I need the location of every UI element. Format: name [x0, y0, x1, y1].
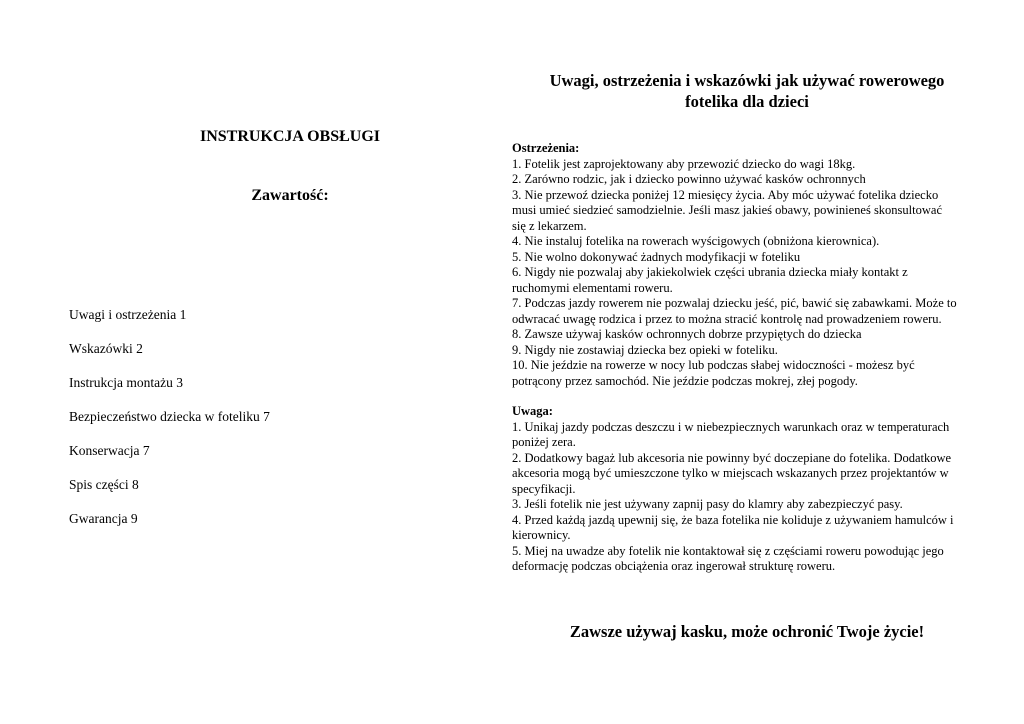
warning-item: 1. Fotelik jest zaprojektowany aby przewozić dziecko do wagi 18kg. — [512, 156, 856, 171]
warning-item: 7. Podczas jazdy rowerem nie pozwalaj dziecku jeść, pić, bawić się zabawkami. Może to — [512, 296, 957, 310]
warning-item: 9. Nigdy nie zostawiaj dziecka bez opieki w foteliku. — [512, 342, 778, 357]
contents-heading: Zawartość: — [251, 187, 329, 204]
instructions-body — [512, 141, 957, 575]
toc-item: Uwagi i ostrzeżenia 1 — [69, 307, 187, 322]
warning-item: 8. Zawsze używaj kasków ochronnych dobrze przypiętych do dziecka — [512, 327, 862, 341]
toc-item: Spis części 8 — [69, 477, 139, 492]
note-item: 3. Jeśli fotelik nie jest używany zapnij pasy do klamry aby zabezpieczyć pasy. — [512, 497, 903, 511]
table-of-contents — [69, 306, 270, 544]
toc-item: Gwarancja 9 — [69, 511, 138, 526]
right-page-title — [512, 70, 982, 112]
toc-item: Wskazówki 2 — [69, 341, 143, 356]
warning-item: 5. Nie wolno dokonywać żadnych modyfikacji w foteliku — [512, 249, 801, 264]
warning-item: 4. Nie instaluj fotelika na rowerach wyścigowych (obniżona kierownica). — [512, 234, 880, 248]
warning-item: 3. Nie przewoź dziecka poniżej 12 miesięcy życia. Aby móc używać fotelika dziecko musi umieć siedzieć samodzielnie. Jeśli masz jakieś obawy, powinieneś skonsultować się z lekarzem. — [512, 187, 942, 233]
note-item: 2. Dodatkowy bagaż lub akcesoria nie powinny być doczepiane do fotelika. Dodatkowe akcesoria mogą być umieszczone tylko w miejscach wskazanych przez projektantów w specyfikacji. — [512, 450, 952, 496]
right-page — [512, 0, 1024, 724]
notes-heading: Uwaga: — [512, 404, 553, 418]
closing-slogan: Zawsze używaj kasku, może ochronić Twoje życie! — [569, 622, 925, 641]
warning-item: 2. Zarówno rodzic, jak i dziecko powinno używać kasków ochronnych — [512, 172, 866, 186]
note-item: 1. Unikaj jazdy podczas deszczu i w niebezpiecznych warunkach oraz w temperaturach poniżej zera. — [512, 419, 950, 449]
manual-title: INSTRUKCJA OBSŁUGI — [199, 128, 381, 145]
title-line-1: Uwagi, ostrzeżenia i wskazówki jak używać rowerowego — [549, 71, 945, 90]
warnings-heading: Ostrzeżenia: — [512, 141, 580, 155]
warning-item: odwracać uwagę rodzica i przez to można stracić kontrolę nad prowadzeniem roweru. — [512, 311, 942, 326]
toc-item: Konserwacja 7 — [69, 443, 150, 458]
note-item: 5. Miej na uwadze aby fotelik nie kontaktował się z częściami roweru powodując jego deformację podczas obciążenia oraz ingerował strukturę roweru. — [512, 543, 944, 573]
section-spacer — [512, 389, 957, 404]
note-item: 4. Przed każdą jazdą upewnij się, że baza fotelika nie koliduje z używaniem hamulców i kierownicy. — [512, 512, 954, 542]
warning-item: 6. Nigdy nie pozwalaj aby jakiekolwiek części ubrania dziecka miały kontakt z ruchomymi elementami roweru. — [512, 265, 908, 295]
title-line-2: fotelika dla dzieci — [685, 92, 809, 111]
warning-item: 10. Nie jeździe na rowerze w nocy lub podczas słabej widoczności - możesz być potrącony przez samochód. Nie jeździe podczas mokrej, złej pogody. — [512, 358, 915, 388]
toc-item: Instrukcja montażu 3 — [69, 375, 183, 390]
toc-item: Bezpieczeństwo dziecka w foteliku 7 — [69, 409, 270, 424]
